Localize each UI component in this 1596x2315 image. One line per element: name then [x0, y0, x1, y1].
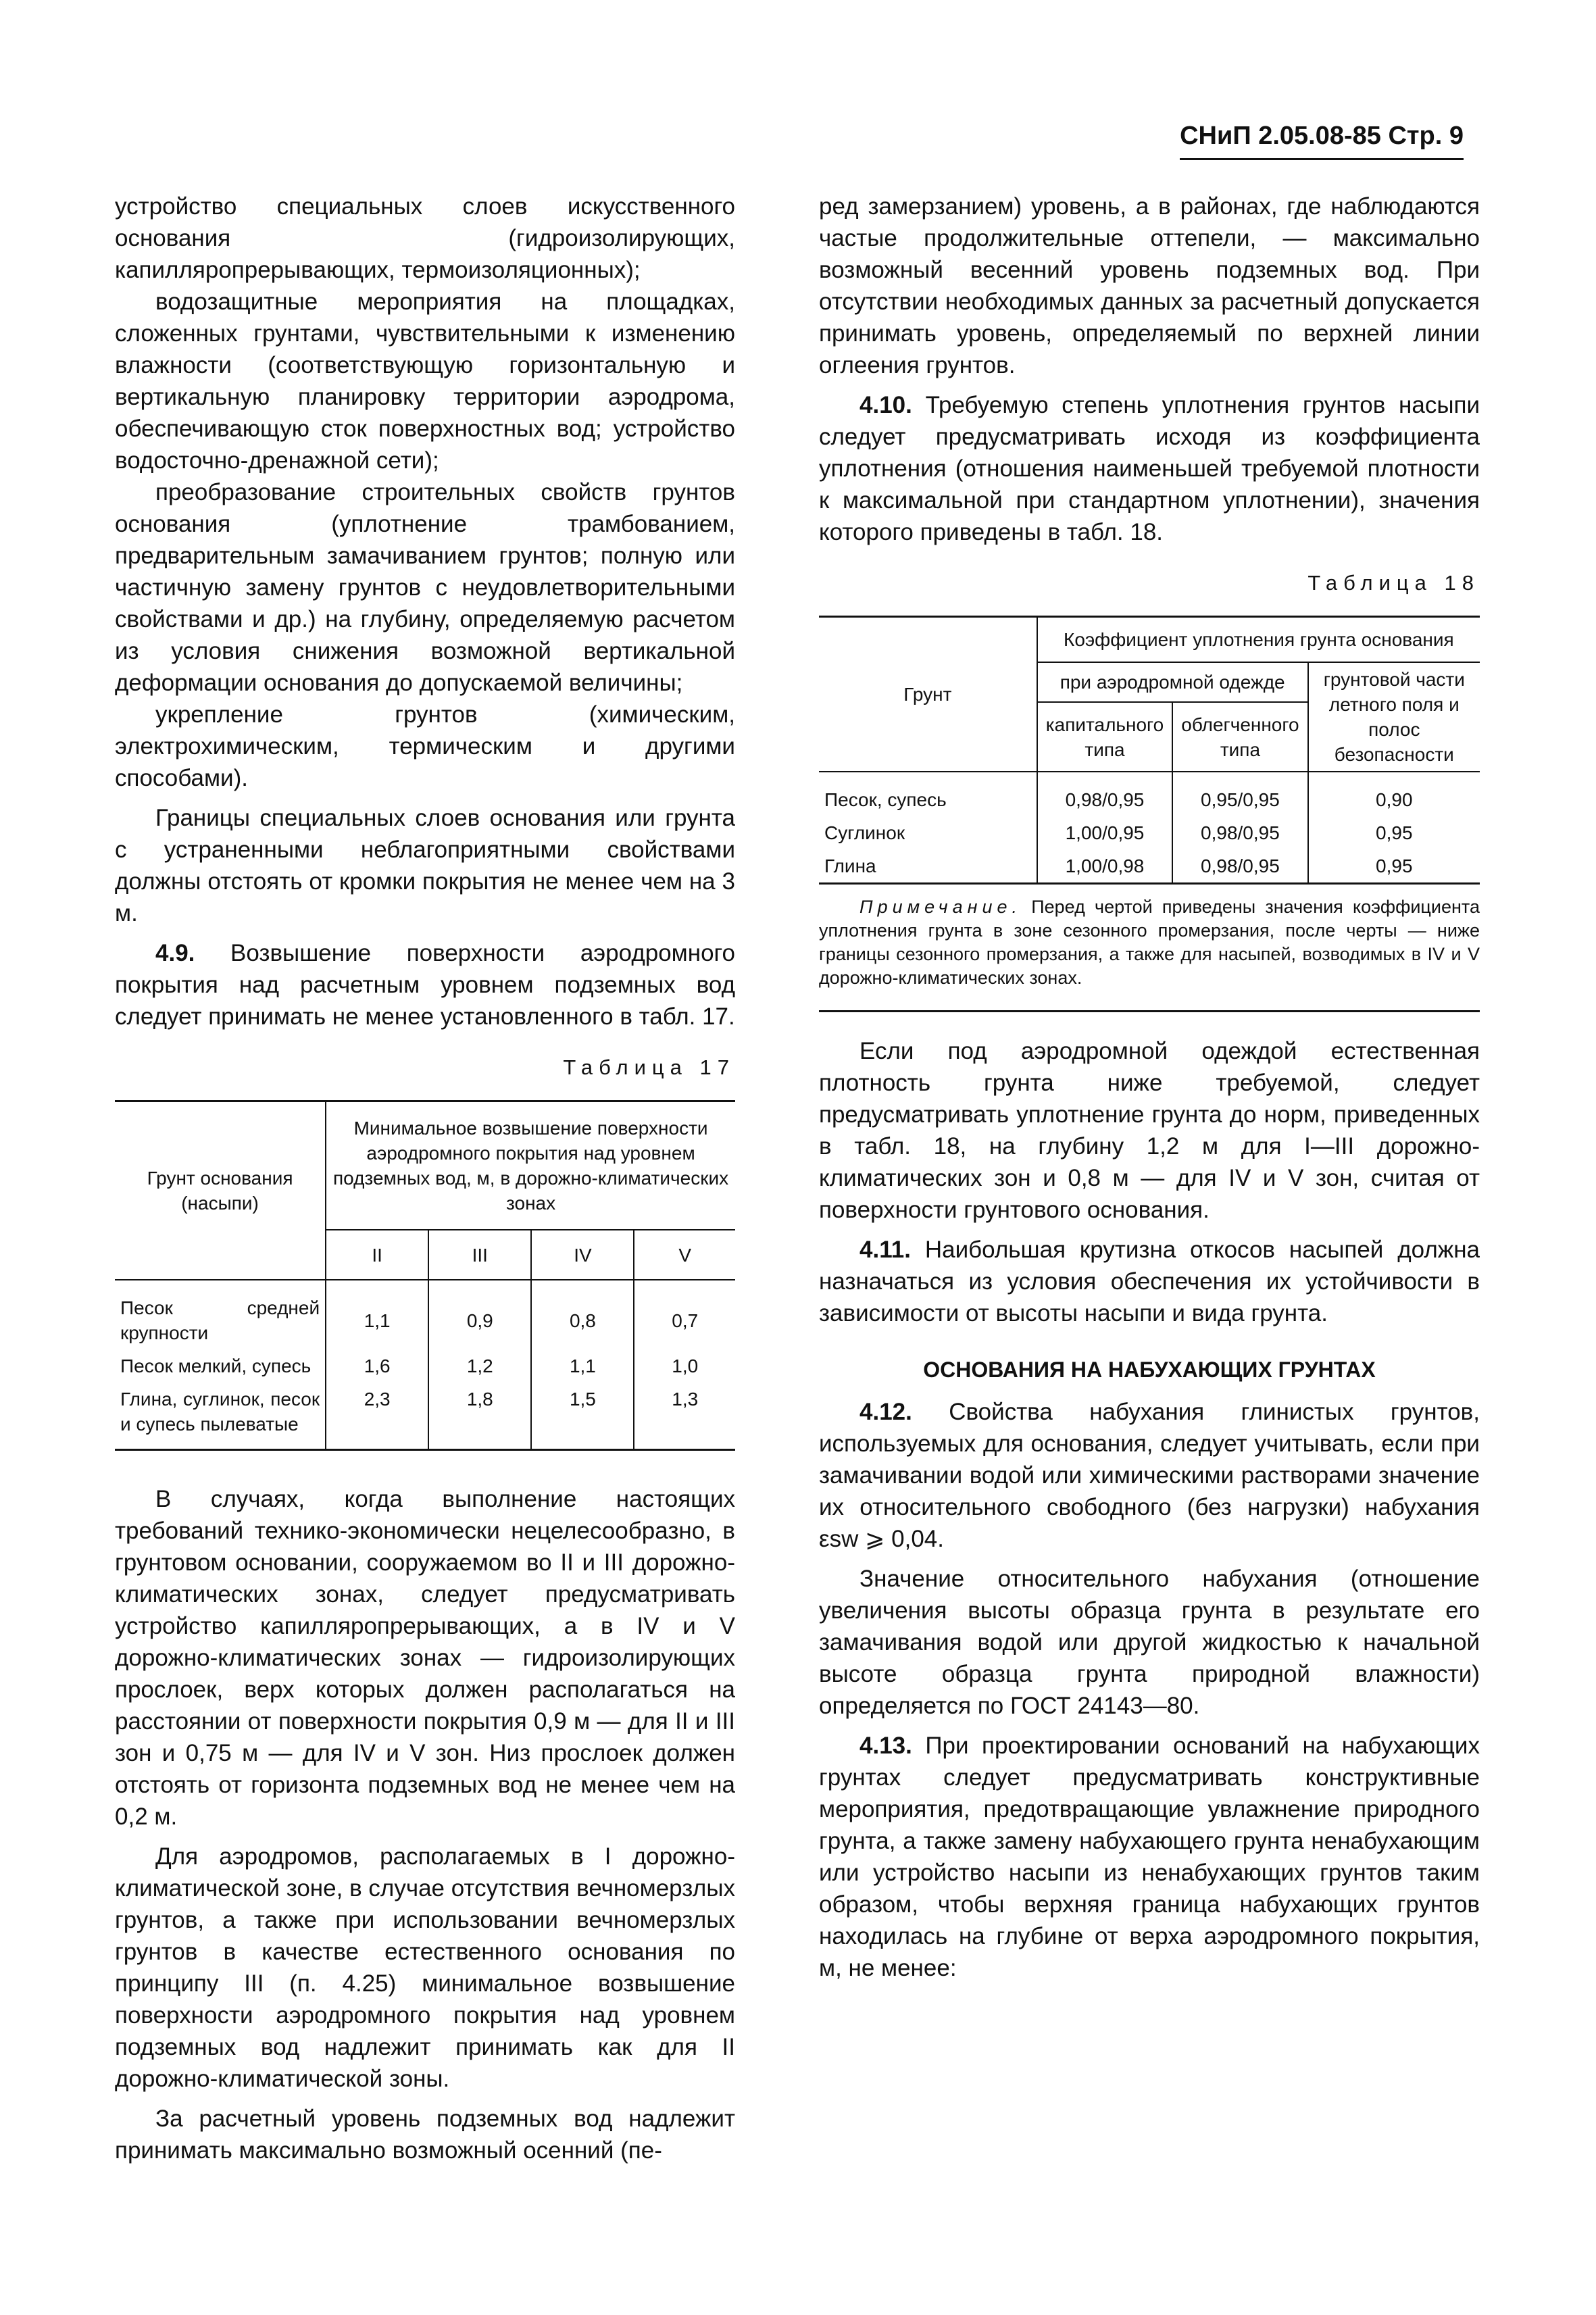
clause-text: Требуемую степень уплотнения грунтов насыпи следует предусматривать исходя из коэффициента уплотнения (отношения наименьшей требуемой плотности к максимальной при стандартном уплотнении), значения которого приведены в табл. 18.	[819, 392, 1480, 545]
table-cell: 0,8	[531, 1280, 634, 1349]
table-17	[115, 1100, 735, 1451]
table-cell: 1,00/0,98	[1037, 849, 1173, 884]
table-cell: 1,6	[326, 1349, 428, 1383]
table18-title: Таблица 18	[1307, 571, 1480, 595]
clause-text: Наибольшая крутизна откосов насыпей должна назначаться из условия обеспечения их устойчивости в зависимости от высоты насыпи и вида грунта.	[819, 1237, 1480, 1326]
table-row	[819, 849, 1480, 884]
table18-col-group: Коэффициент уплотнения грунта основания	[1037, 617, 1480, 663]
clause-4-11	[819, 1234, 1480, 1329]
paragraph: Границы специальных слоев основания или грунта с устраненными неблагоприятными свойствами должны отстоять от кромки покрытия не менее чем на 3 м.	[115, 805, 735, 926]
clause-text: Свойства набухания глинистых грунтов, используемых для основания, следует учитывать, если при замачивании водой или химическими растворами значение их относительного свободного (без нагрузки) набухания εsw ⩾ 0,04.	[819, 1399, 1480, 1552]
paragraph: За расчетный уровень подземных вод надлежит принимать максимально возможный осенний (пе-	[115, 2106, 735, 2164]
left-column	[115, 191, 735, 2166]
table17-col-ground: Грунт основания (насыпи)	[115, 1101, 326, 1280]
table-cell: 0,9	[428, 1280, 531, 1349]
clause-4-10	[819, 389, 1480, 548]
table18-col-ground: Грунт	[819, 617, 1037, 772]
table18-sub-group: при аэродромной одежде	[1037, 662, 1308, 702]
table-cell: 0,98/0,95	[1037, 772, 1173, 816]
table-cell: 1,1	[531, 1349, 634, 1383]
clause-number: 4.10.	[859, 392, 912, 418]
paragraph: Для аэродромов, располагаемых в I дорожно-климатической зоне, в случае отсутствия вечномерзлых грунтов, а также при использовании вечномерзлых грунтов в качестве естественного основания по принципу III (п. 4.25) минимальное возвышение поверхности аэродромного покрытия над уровнем подземных вод надлежит принимать как для II дорожно-климатической зоны.	[115, 1843, 735, 2092]
table-cell: Глина	[824, 855, 876, 876]
table17-zone: V	[634, 1230, 735, 1280]
table-cell: 1,5	[531, 1383, 634, 1450]
table-cell: 2,3	[326, 1383, 428, 1450]
table-cell: 0,95/0,95	[1172, 772, 1307, 816]
section-title: ОСНОВАНИЯ НА НАБУХАЮЩИХ ГРУНТАХ	[923, 1358, 1376, 1382]
table-row	[819, 772, 1480, 816]
table-cell: 0,95	[1308, 816, 1480, 849]
table-cell: 0,98/0,95	[1172, 816, 1307, 849]
table17-zone: III	[428, 1230, 531, 1280]
table-18	[819, 616, 1480, 885]
paragraph: Если под аэродромной одеждой естественная плотность грунта ниже требуемой, следует предусматривать уплотнение грунта до норм, приведенных в табл. 18, на глубину 1,2 м для I—III дорожно-климатических зон и 0,8 м — для IV и V зон, считая от поверхности грунтового основания.	[819, 1038, 1480, 1223]
divider	[819, 1010, 1480, 1012]
header-rule	[1180, 158, 1464, 160]
clause-text: При проектировании оснований на набухающих грунтах следует предусматривать конструктивные мероприятия, предотвращающие увлажнение природного грунта, а также замену набухающего грунта ненабухающим или устройство насыпи из ненабухающих грунтов таким образом, чтобы верхняя граница набухающих грунтов находилась на глубине от верха аэродромного покрытия, м, не менее:	[819, 1733, 1480, 1981]
table-row	[115, 1349, 735, 1383]
table-cell: 0,7	[634, 1280, 735, 1349]
note-text: Перед чертой приведены значения коэффициента уплотнения грунта в зоне сезонного промерзания, после черты — ниже границы сезонного промерзания, а также для насыпей, возводимых в IV и V дорожно-климатических зонах.	[819, 897, 1480, 988]
table-row	[819, 816, 1480, 849]
table-cell: 0,95	[1308, 849, 1480, 884]
paragraph: преобразование строительных свойств грунтов основания (уплотнение трамбованием, предварительным замачиванием грунтов; полную или частичную замену грунтов с неудовлетворительными свойствами и др.) на глубину, определяемую расчетом из условия снижения возможной вертикальной деформации основания до допускаемой величины;	[115, 479, 735, 696]
table18-note	[819, 895, 1480, 990]
paragraph: укрепление грунтов (химическим, электрохимическим, термическим и другими способами).	[115, 701, 735, 791]
table-cell: 0,98/0,95	[1172, 849, 1307, 884]
paragraph: ред замерзанием) уровень, а в районах, где наблюдаются частые продолжительные оттепели, — максимально возможный весенний уровень подземных вод. При отсутствии необходимых данных за расчетный допускается принимать уровень, определяемый по верхней линии оглеения грунтов.	[819, 193, 1480, 378]
table17-title: Таблица 17	[563, 1055, 735, 1079]
table-cell: Суглинок	[824, 822, 905, 843]
paragraph: Значение относительного набухания (отношение увеличения высоты образца грунта в результате его замачивания водой или другой жидкостью к начальной высоте образца грунта природной влажности) определяется по ГОСТ 24143—80.	[819, 1566, 1480, 1719]
table-cell: Песок средней крупности	[120, 1297, 320, 1343]
clause-4-13	[819, 1730, 1480, 1984]
table17-zone: IV	[531, 1230, 634, 1280]
table-row	[115, 1383, 735, 1450]
table-cell: 1,8	[428, 1383, 531, 1450]
table18-col-soil: грунтовой части летного поля и полос безопасности	[1308, 662, 1480, 772]
table-cell: 1,2	[428, 1349, 531, 1383]
table17-zone: II	[326, 1230, 428, 1280]
table-cell: 1,00/0,95	[1037, 816, 1173, 849]
table-cell: Песок мелкий, супесь	[120, 1355, 311, 1376]
clause-number: 4.13.	[859, 1733, 912, 1759]
clause-number: 4.11.	[859, 1237, 911, 1263]
table17-col-group: Минимальное возвышение поверхности аэродромного покрытия над уровнем подземных вод, м, в дорожно-климатических зонах	[326, 1101, 735, 1230]
clause-4-12	[819, 1396, 1480, 1555]
table-cell: 1,0	[634, 1349, 735, 1383]
paragraph: устройство специальных слоев искусственного основания (гидроизолирующих, капилляропрерывающих, термоизоляционных);	[115, 193, 735, 283]
table18-col-light: облегченного типа	[1172, 702, 1307, 772]
table-cell: 0,90	[1308, 772, 1480, 816]
table18-col-cap: капитального типа	[1037, 702, 1173, 772]
clause-text: Возвышение поверхности аэродромного покрытия над расчетным уровнем подземных вод следует принимать не менее установленного в табл. 17.	[115, 940, 735, 1030]
page-header: СНиП 2.05.08-85 Стр. 9	[1180, 122, 1464, 150]
clause-4-9	[115, 937, 735, 1032]
table-cell: 1,3	[634, 1383, 735, 1450]
table-cell: 1,1	[326, 1280, 428, 1349]
table-cell: Песок, супесь	[824, 789, 947, 810]
clause-number: 4.9.	[155, 940, 195, 966]
paragraph: водозащитные мероприятия на площадках, сложенных грунтами, чувствительными к изменению влажности (соответствующую горизонтальную и вертикальную планировку территории аэродрома, обеспечивающую сток поверхностных вод; устройство водосточно-дренажной сети);	[115, 289, 735, 474]
right-column	[819, 191, 1480, 1984]
table-row	[115, 1280, 735, 1349]
note-label: Примечание.	[859, 897, 1022, 917]
clause-number: 4.12.	[859, 1399, 912, 1425]
table-cell: Глина, суглинок, песок и супесь пылеватые	[120, 1389, 320, 1435]
paragraph: В случаях, когда выполнение настоящих требований технико-экономически нецелесообразно, в грунтовом основании, сооружаемом во II и III дорожно-климатических зонах, следует предусматривать устройство капилляропрерывающих, а в IV и V дорожно-климатических зонах — гидроизолирующих прослоек, верх которых должен располагаться на расстоянии от поверхности покрытия 0,9 м — для II и III зон и 0,75 м — для IV и V зон. Низ прослоек должен отстоять от горизонта подземных вод не менее чем на 0,2 м.	[115, 1486, 735, 1830]
